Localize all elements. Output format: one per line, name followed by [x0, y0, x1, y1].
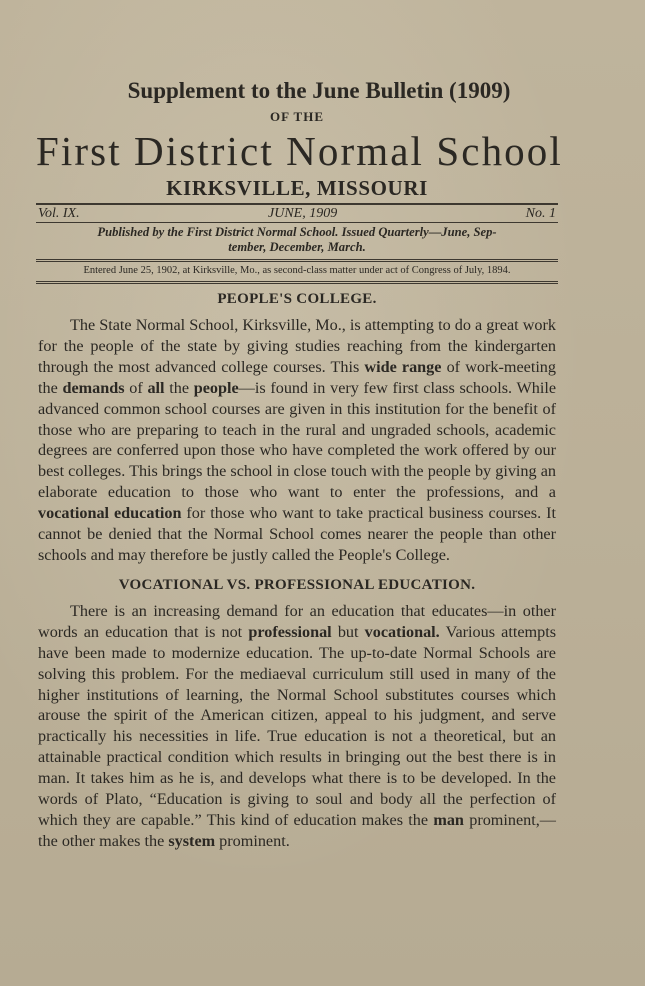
bold-run: people: [193, 378, 239, 397]
text-run: but: [331, 622, 365, 641]
bold-run: system: [168, 831, 216, 850]
text-run: There is an increasing demand for an education that educates—in other words an education that is not: [38, 601, 556, 641]
bold-run: vocational education: [38, 504, 182, 523]
volume-label: Vol. IX.: [38, 206, 80, 221]
bold-run: professional: [248, 622, 332, 641]
masthead: [36, 76, 563, 284]
bold-run: wide range: [364, 357, 442, 376]
text-run: —is found in very few first class schools. While advanced common school courses are given in this institution for the benefit of those who are preparing to teach in the rural and ungraded schools, academic degrees are conferred upon those who have completed the work offered by our best colleges. This brings the school in close touch with the people by giving an elaborate education to those who want to enter the professions, and a: [38, 378, 557, 502]
text-run: The State Normal School, Kirksville, Mo., is attempting to do a great work for the people of the state by giving studies reaching from the kindergarten through the most advanced college courses. This: [38, 316, 556, 376]
publication-line-1: Published by the First District Normal School. Issued Quarterly—June, Sep-: [97, 225, 497, 239]
bold-run: man: [433, 810, 464, 829]
entry-notice: Entered June 25, 1902, at Kirksville, Mo., as second-class matter under act of Congress of July, 1894.: [83, 265, 511, 276]
bold-run: vocational.: [364, 622, 440, 641]
masthead-rule-top: [36, 203, 558, 205]
heading-peoples-college: PEOPLE'S COLLEGE.: [217, 291, 377, 307]
paragraph-vocational-education: [38, 601, 556, 852]
publication-line-2: tember, December, March.: [228, 240, 366, 254]
paragraph-peoples-college: [38, 315, 556, 566]
text-run: prominent,—the other makes the: [38, 810, 556, 850]
publication-statement: [36, 225, 558, 255]
of-the-label: OF THE: [269, 109, 325, 124]
text-run: prominent.: [215, 831, 290, 850]
text-run: for those who want to take practical business courses. It cannot be denied that the Normal School comes nearer the people than other schools and may therefore be justly called the People's College.: [38, 504, 556, 564]
text-run: the: [164, 378, 194, 397]
text-run: Various attempts have been made to modernize education. The up-to-date Normal Schools are solving this problem. For the mediaeval curriculum still used in many of the higher institutions of learning, the Normal School substitutes courses which arouse the spirit of the American citizen, appeal to his judgment, and serve practically his necessities in life. True education is not a theoretical, but an attainable practical condition which results in bringing out the best there is in man. It takes him as he is, and develops what there is to be developed. In the words of Plato, “Education is giving to soul and body all the perfection of which they are capable.” This kind of education makes the: [38, 622, 557, 829]
text-run: of work-meeting the: [38, 357, 556, 397]
masthead-rule-bottom: [36, 281, 558, 284]
masthead-rule-double: [36, 259, 558, 262]
issue-date: JUNE, 1909: [268, 206, 338, 221]
supplement-title: Supplement to the June Bulletin (1909): [127, 78, 511, 103]
issue-number: No. 1: [525, 206, 556, 221]
masthead-rule-mid: [36, 222, 558, 223]
article-body: [38, 290, 556, 852]
issue-line: [36, 206, 558, 221]
bold-run: all: [147, 378, 165, 397]
bold-run: demands: [62, 378, 125, 397]
heading-vocational-education: VOCATIONAL VS. PROFESSIONAL EDUCATION.: [118, 576, 476, 593]
city-name: KIRKSVILLE, MISSOURI: [166, 176, 428, 200]
school-name: First District Normal School: [36, 128, 563, 174]
text-run: of: [124, 378, 148, 397]
